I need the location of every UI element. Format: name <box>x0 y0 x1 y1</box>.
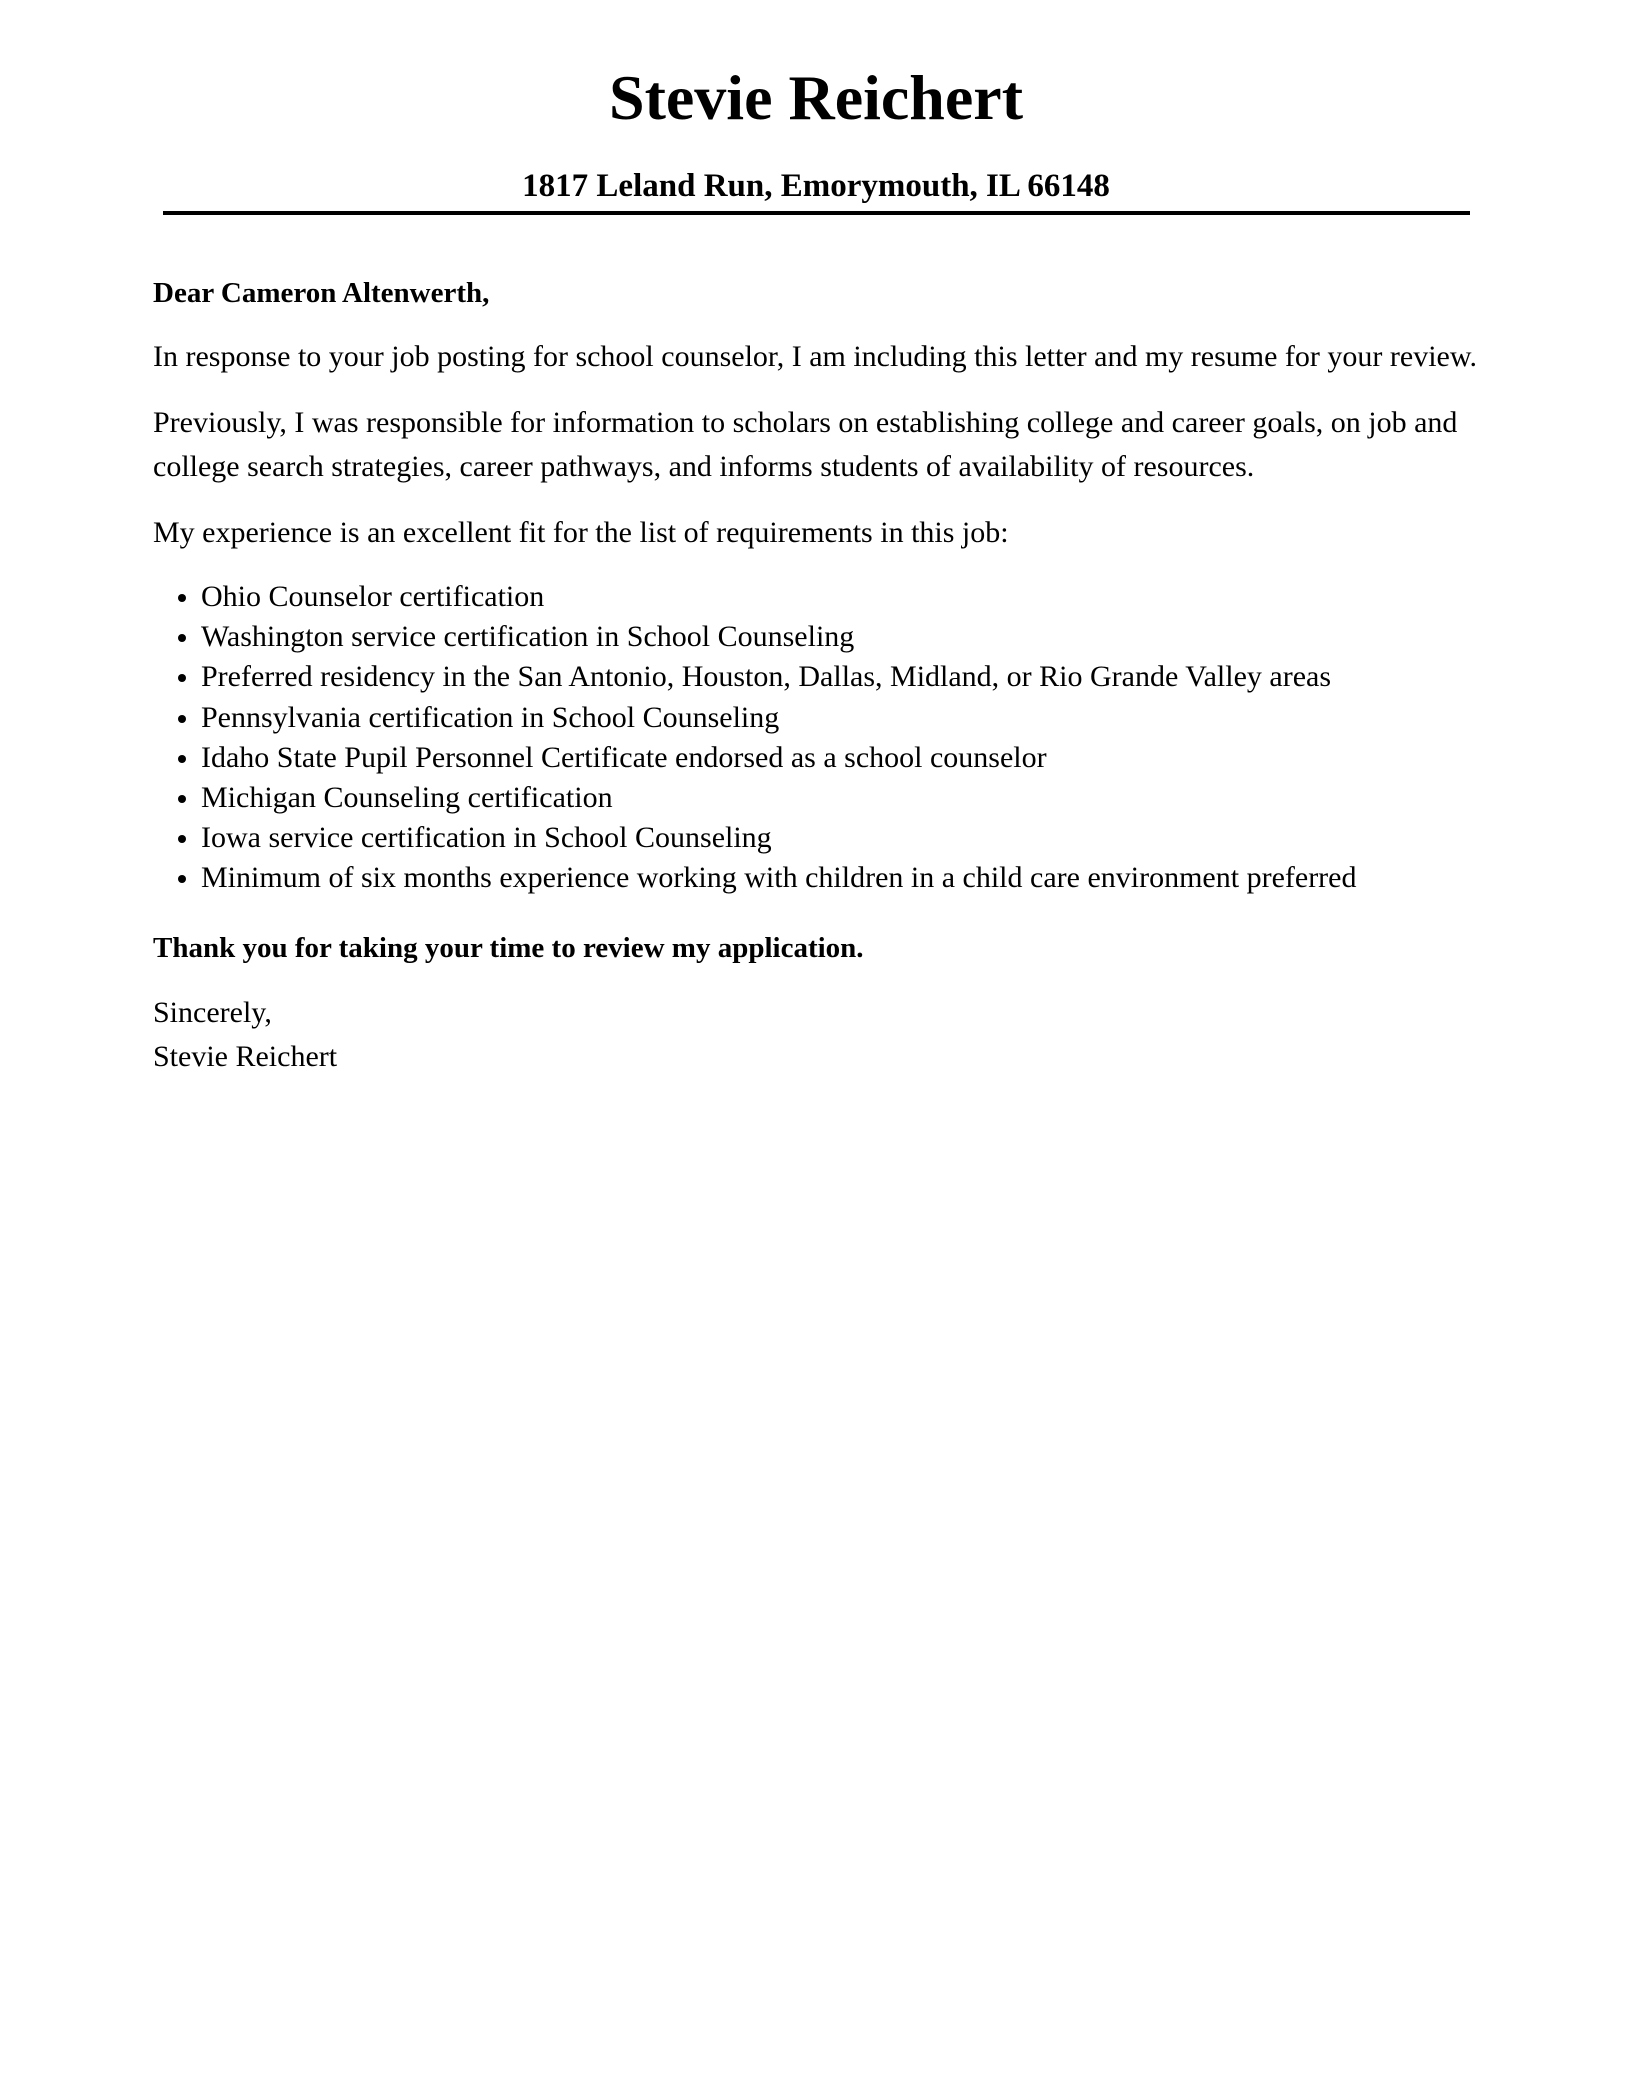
bullet-icon <box>178 875 186 883</box>
list-item <box>153 778 1478 818</box>
bullet-icon <box>178 795 186 803</box>
bullet-icon <box>178 755 186 763</box>
bullet-icon <box>178 835 186 843</box>
list-item <box>153 858 1478 898</box>
list-item <box>153 698 1478 738</box>
signature-name: Stevie Reichert <box>153 1039 338 1073</box>
bullet-icon <box>178 594 186 602</box>
intro-paragraph: In response to your job posting for school counselor, I am including this letter and my resume for your review. <box>153 340 1478 373</box>
requirements-intro: My experience is an excellent fit for the list of requirements in this job: <box>153 516 1009 549</box>
list-item <box>153 657 1478 697</box>
sender-address: 1817 Leland Run, Emorymouth, IL 66148 <box>522 168 1110 204</box>
list-item <box>153 818 1478 858</box>
sender-name: Stevie Reichert <box>608 62 1024 133</box>
list-item-text: Minimum of six months experience working with children in a child care environment preferred <box>201 861 1357 895</box>
bullet-icon <box>178 634 186 642</box>
list-item-text: Idaho State Pupil Personnel Certificate endorsed as a school counselor <box>201 740 1047 774</box>
list-item-text: Ohio Counselor certification <box>201 580 545 613</box>
list-item <box>153 617 1478 657</box>
header-divider <box>163 211 1470 215</box>
experience-paragraph: Previously, I was responsible for information to scholars on establishing college and career goals, on job and college search strategies, career pathways, and informs students of availability of resources. <box>153 406 1458 483</box>
list-item-text: Washington service certification in School Counseling <box>201 620 855 654</box>
bullet-icon <box>178 715 186 723</box>
requirements-list <box>153 577 1478 899</box>
salutation: Dear Cameron Altenwerth, <box>153 277 490 309</box>
list-item-text: Pennsylvania certification in School Counseling <box>201 700 780 734</box>
list-item-text: Preferred residency in the San Antonio, Houston, Dallas, Midland, or Rio Grande Valley areas <box>201 660 1332 694</box>
closing-statement: Thank you for taking your time to review my application. <box>153 931 864 964</box>
valediction: Sincerely, <box>153 995 272 1029</box>
list-item-text: Michigan Counseling certification <box>201 781 613 815</box>
letter-body <box>153 272 1478 1079</box>
list-item-text: Iowa service certification in School Counseling <box>201 821 772 855</box>
list-item <box>153 577 1478 617</box>
bullet-icon <box>178 674 186 682</box>
list-item <box>153 738 1478 778</box>
